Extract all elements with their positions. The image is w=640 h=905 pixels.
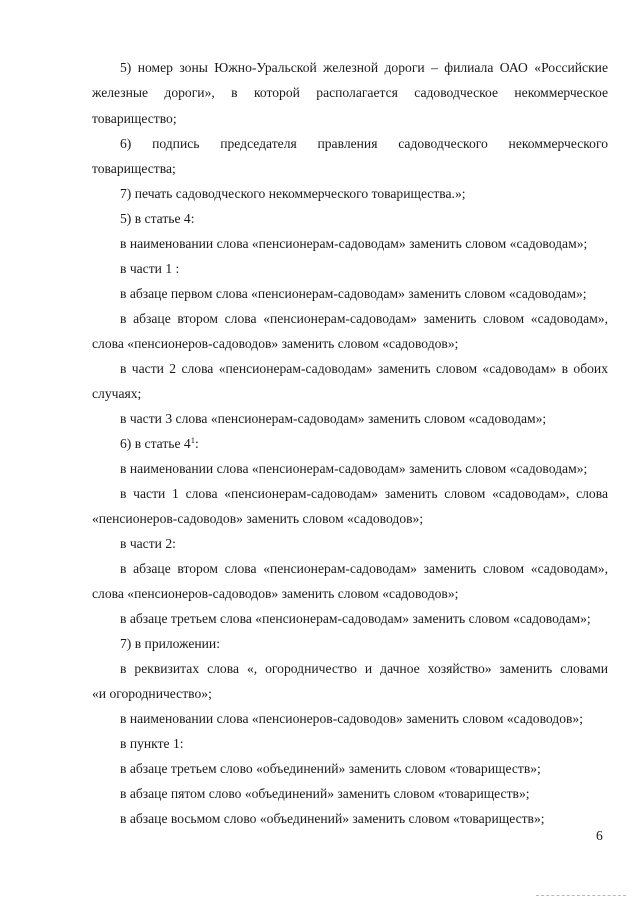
- text-line: в абзаце втором слова «пенсионерам-садоводам» заменить словом «садоводам»,: [120, 311, 608, 326]
- text-line: случаях;: [92, 386, 142, 401]
- text-line: 5) номер зоны Южно-Уральской железной дороги – филиала ОАО «Российские: [120, 60, 608, 75]
- text-line: в абзаце третьем слово «объединений» заменить словом «товариществ»;: [120, 761, 541, 776]
- text-line: слова «пенсионеров-садоводов» заменить словом «садоводов»;: [92, 336, 459, 351]
- text-line: в части 1 слова «пенсионерам-садоводам» заменить словом «садоводам», слова: [120, 486, 608, 501]
- text-line: в наименовании слова «пенсионерам-садоводам» заменить словом «садоводам»;: [120, 236, 588, 251]
- text-line: в абзаце первом слова «пенсионерам-садоводам» заменить словом «садоводам»;: [120, 286, 587, 301]
- text-line: в части 1 :: [120, 261, 180, 276]
- text-line: в наименовании слова «пенсионеров-садоводов» заменить словом «садоводов»;: [120, 711, 584, 726]
- scan-edge-line: [536, 895, 626, 896]
- article-superscript: 1: [190, 435, 195, 445]
- text-line: 7) печать садоводческого некоммерческого товарищества.»;: [120, 186, 466, 201]
- text-line: 5) в статье 4:: [120, 211, 195, 226]
- text-line: в пункте 1:: [120, 736, 184, 751]
- text-line: в абзаце третьем слова «пенсионерам-садоводам» заменить словом «садоводам»;: [120, 611, 591, 626]
- text-line: товарищества;: [92, 161, 176, 176]
- text-line: «и огородничество»;: [92, 686, 212, 701]
- article-colon: :: [194, 436, 199, 451]
- text-line: 6) подпись председателя правления садоводческого некоммерческого: [120, 136, 608, 151]
- text-line: в абзаце восьмом слово «объединений» заменить словом «товариществ»;: [120, 811, 545, 826]
- text-line: слова «пенсионеров-садоводов» заменить словом «садоводов»;: [92, 586, 459, 601]
- text-line: в части 3 слова «пенсионерам-садоводам» заменить словом «садоводам»;: [120, 411, 547, 426]
- text-line: в абзаце втором слова «пенсионерам-садоводам» заменить словом «садоводам»,: [120, 561, 608, 576]
- text-line: в абзаце пятом слово «объединений» заменить словом «товариществ»;: [120, 786, 530, 801]
- text-line: товарищество;: [92, 111, 177, 126]
- text-line: в части 2:: [120, 536, 176, 551]
- article-heading: [120, 436, 199, 452]
- text-line: в части 2 слова «пенсионерам-садоводам» заменить словом «садоводам» в обоих: [120, 361, 608, 376]
- text-line: 6) в статье 4: [120, 436, 191, 451]
- text-line: железные дороги», в которой располагается садоводческое некоммерческое: [92, 85, 608, 100]
- text-line: 7) в приложении:: [120, 636, 220, 651]
- text-line: «пенсионеров-садоводов» заменить словом «садоводов»;: [92, 511, 424, 526]
- page-number: 6: [596, 828, 603, 843]
- text-line: в наименовании слова «пенсионерам-садоводам» заменить словом «садоводам»;: [120, 461, 588, 476]
- text-line: в реквизитах слова «, огородничество и дачное хозяйство» заменить словами: [120, 661, 608, 676]
